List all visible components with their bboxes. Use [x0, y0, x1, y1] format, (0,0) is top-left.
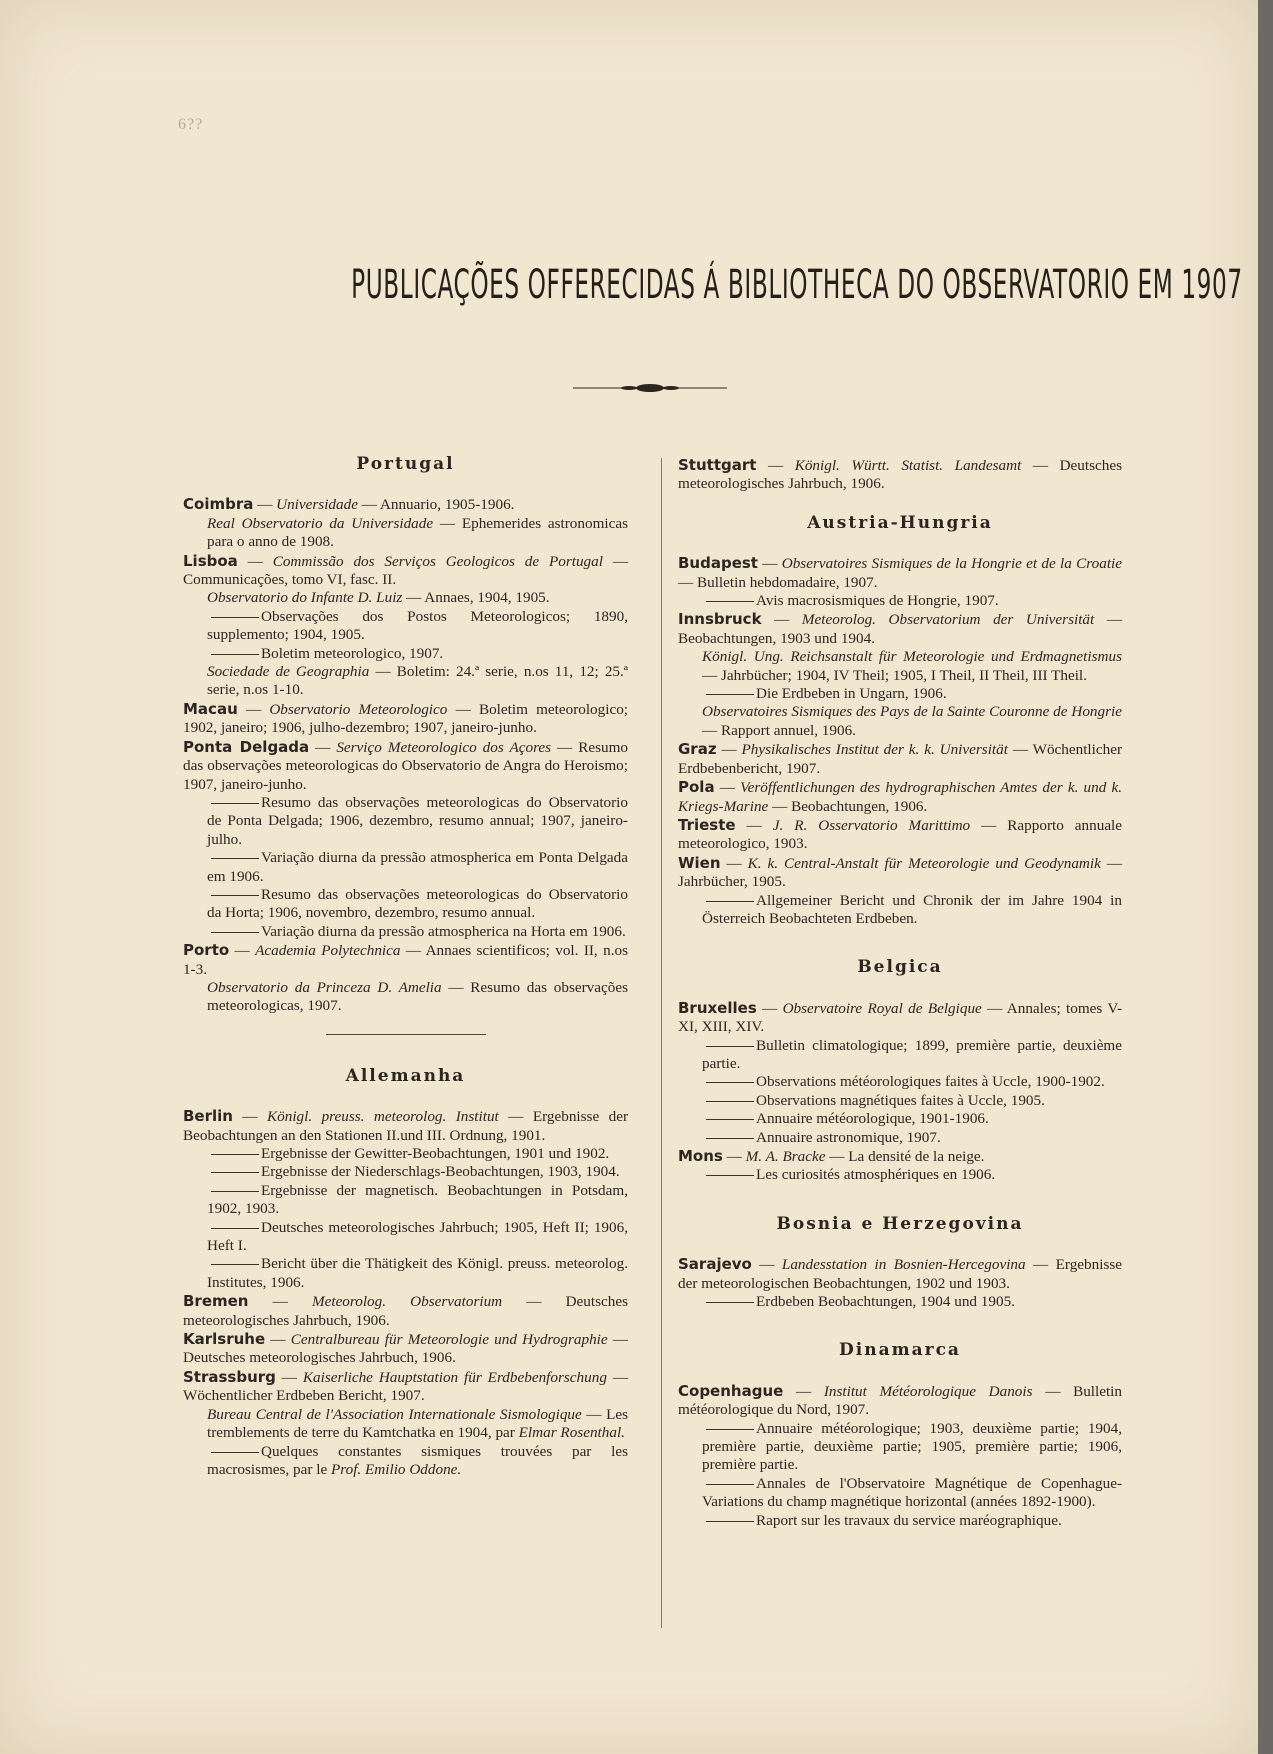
section-rule [326, 1034, 486, 1035]
section-heading-allemanha: Allemanha [345, 1065, 466, 1086]
section-heading-dinamarca: Dinamarca [839, 1340, 961, 1361]
entry: Graz — Physikalisches Institut der k. k. Universität — Wöchentlicher Erdbebenbericht, 1907. [678, 740, 1122, 777]
entry: Berlin — Königl. preuss. meteorolog. Institut — Ergebnisse der Beobachtungen an den Stationen II.und III. Ordnung, 1901. [183, 1107, 629, 1144]
entry: Lisboa — Commissão dos Serviços Geologicos de Portugal — Communicações, tomo VI, fasc. II. [183, 551, 628, 589]
entry: Bureau Central de l'Association Internationale Sismologique — Les tremblements de terre du Kamtchatka en 1904, par Elmar Rosenthal. [207, 1405, 628, 1442]
entry: Bruxelles — Observatoire Royal de Belgique — Annales; tomes V-XI, XIII, XIV. [678, 998, 1122, 1036]
entry: Observatoires Sismiques des Pays de la Sainte Couronne de Hongrie — Rapport annuel, 1906. [702, 703, 1122, 739]
entry: Copenhague — Institut Météorologique Danois — Bulletin météorologique du Nord, 1907. [678, 1381, 1122, 1419]
entry: Avis macrosismiques de Hongrie, 1907. [678, 592, 1122, 610]
scan-edge [1258, 0, 1273, 1754]
section-heading-austria-hungria: Austria-Hungria [807, 512, 993, 533]
entry: Stuttgart — Königl. Württ. Statist. Landesamt — Deutsches meteorologisches Jahrbuch, 1906. [678, 456, 1123, 493]
entry: Real Observatorio da Universidade — Ephemerides astronomicas para o anno de 1908. [207, 514, 629, 551]
entry: Observations météorologiques faites à Uccle, 1900-1902. [678, 1073, 1122, 1091]
ornament-divider [573, 382, 727, 394]
entry: Observatorio da Princeza D. Amelia — Resumo das observações meteorologicas, 1907. [207, 978, 628, 1015]
entry: Mons — M. A. Bracke — La densité de la neige. [678, 1147, 985, 1165]
entry: Annales de l'Observatoire Magnétique de Copenhague-Variations du champ magnétique horizontal (années 1892-1900). [702, 1474, 1122, 1511]
entry: Sociedade de Geographia — Boletim: 24.ª serie, n.os 11, 12; 25.ª serie, n.os 1-10. [207, 663, 628, 699]
entry: Ponta Delgada — Serviço Meteorologico dos Açores — Resumo das observações meteorologicas do Observatorio de Angra do Heroismo; 1907, janeiro-junho. [183, 737, 629, 793]
section-heading-belgica: Belgica [857, 957, 943, 978]
entry: Quelques constantes sismiques trouvées par les macrosismes, par le Prof. Emilio Oddone. [207, 1442, 628, 1478]
entry: Bremen — Meteorolog. Observatorium — Deutsches meteorologisches Jahrbuch, 1906. [183, 1292, 629, 1329]
entry: Boletim meteorologico, 1907. [183, 645, 628, 663]
page-number: 6?? [178, 116, 204, 133]
entry: Observações dos Postos Meteorologicos; 1890, supplemento; 1904, 1905. [207, 607, 628, 644]
entry: Wien — K. k. Central-Anstalt für Meteorologie und Geodynamik — Jahrbücher, 1905. [678, 853, 1123, 891]
entry: Annuaire astronomique, 1907. [678, 1129, 1122, 1147]
entry: Innsbruck — Meteorolog. Observatorium der Universität — Beobachtungen, 1903 und 1904. [678, 610, 1123, 647]
entry: Allgemeiner Bericht und Chronik der im Jahre 1904 in Österreich Beobachteten Erdbeben. [702, 891, 1122, 927]
column-divider [661, 458, 662, 1628]
entry: Bulletin climatologique; 1899, première partie, deuxième partie. [702, 1036, 1122, 1072]
entry: Bericht über die Thätigkeit des Königl. preuss. meteorolog. Institutes, 1906. [207, 1255, 628, 1291]
entry: Macau — Observatorio Meteorologico — Boletim meteorologico; 1902, janeiro; 1906, julho-dezembro; 1907, janeiro-junho. [183, 699, 629, 737]
entry: Ergebnisse der Niederschlags-Beobachtungen, 1903, 1904. [183, 1163, 628, 1181]
entry: Resumo das observações meteorologicas do Observatorio de Ponta Delgada; 1906, dezembro, resumo annual; 1907, janeiro-julho. [207, 793, 628, 848]
entry: Erdbeben Beobachtungen, 1904 und 1905. [678, 1293, 1122, 1311]
entry: Coimbra — Universidade — Annuario, 1905-1906. [183, 495, 515, 514]
entry: Resumo das observações meteorologicas do Observatorio da Horta; 1906, novembro, dezembro, resumo annual. [207, 885, 628, 922]
left-column [183, 455, 628, 1479]
entry: Ergebnisse der magnetisch. Beobachtungen in Potsdam, 1902, 1903. [207, 1181, 628, 1218]
entry: Observatorio do Infante D. Luiz — Annaes, 1904, 1905. [207, 589, 550, 607]
entry: Annuaire météorologique; 1903, deuxième partie; 1904, première partie, deuxième partie; 1905, première partie; 1906, première partie. [702, 1419, 1122, 1474]
entry: Strassburg — Kaiserliche Hauptstation für Erdbebenforschung — Wöchentlicher Erdbeben Bericht, 1907. [183, 1367, 629, 1405]
entry: Observations magnétiques faites à Uccle, 1905. [678, 1092, 1122, 1110]
entry: Ergebnisse der Gewitter-Beobachtungen, 1901 und 1902. [183, 1145, 628, 1163]
entry: Raport sur les travaux du service maréographique. [678, 1512, 1122, 1530]
entry: Annuaire météorologique, 1901-1906. [678, 1110, 1122, 1128]
section-heading-bosnia: Bosnia e Herzegovina [776, 1213, 1024, 1234]
entry: Budapest — Observatoires Sismiques de la Hongrie et de la Croatie — Bulletin hebdomadaire, 1907. [678, 554, 1122, 591]
entry: Les curiosités atmosphériques en 1906. [678, 1166, 1122, 1184]
entry: Pola — Veröffentlichungen des hydrographischen Amtes der k. und k. Kriegs-Marine — Beobachtungen, 1906. [678, 778, 1122, 815]
entry: Porto — Academia Polytechnica — Annaes scientificos; vol. II, n.os 1-3. [183, 941, 628, 978]
entry: Variação diurna da pressão atmospherica em Ponta Delgada em 1906. [207, 849, 628, 885]
right-column [678, 456, 1122, 1530]
entry: Königl. Ung. Reichsanstalt für Meteorologie und Erdmagnetismus — Jahrbücher; 1904, IV Theil; 1905, I Theil, II Theil, III Theil. [702, 648, 1122, 684]
entry: Variação diurna da pressão atmospherica na Horta em 1906. [183, 923, 628, 941]
entry: Deutsches meteorologisches Jahrbuch; 1905, Heft II; 1906, Heft I. [207, 1218, 628, 1255]
section-heading-portugal: Portugal [356, 454, 455, 474]
entry: Karlsruhe — Centralbureau für Meteorologie und Hydrographie — Deutsches meteorologisches Jahrbuch, 1906. [183, 1330, 629, 1367]
entry: Die Erdbeben in Ungarn, 1906. [678, 685, 1122, 703]
entry: Sarajevo — Landesstation in Bosnien-Hercegovina — Ergebnisse der meteorologischen Beobachtungen, 1902 und 1903. [678, 1255, 1123, 1292]
entry: Trieste — J. R. Osservatorio Marittimo — Rapporto annuale meteorologico, 1903. [678, 815, 1123, 853]
page-title: PUBLICAÇÕES OFFERECIDAS Á BIBLIOTHECA DO OBSERVATORIO EM 1907 [351, 262, 1243, 308]
